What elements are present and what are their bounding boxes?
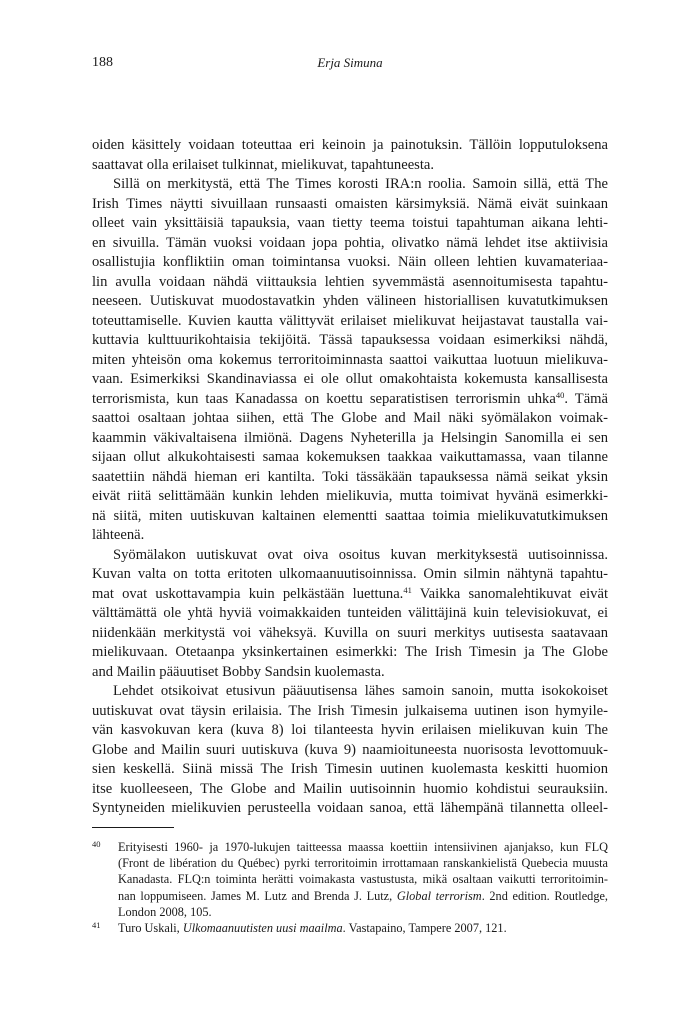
text-line: and Mailin pääuutiset Bobby Sandsin kuolemasta.	[92, 663, 385, 680]
text-line: itse kuolleeseen, The Globe and Mailin uutisoinnin huomio kohdistui seurauksiin.	[92, 780, 608, 797]
footnote-40	[92, 839, 608, 920]
text-line: miten yhteisön oma kokemus terroritoiminnasta saattoi vaikuttaa luotuun mielikuva-	[92, 351, 608, 368]
running-head: Erja Simuna	[317, 55, 383, 70]
footnote-ref-41[interactable]: 41	[403, 584, 412, 595]
text-segment: mat ovat uskottavampia kuin pelkästään luettuna.	[92, 585, 404, 602]
footnote-line: Kanadasta. FLQ:n toiminta herätti voimakasta vastustusta, mikä osaltaan vaikutti terroritoimin-	[118, 872, 608, 887]
text-line: olleet vain yksittäisiä tapauksia, vaan tietty teema toistui tapahtuman aikana lehti-	[92, 215, 608, 231]
text-line: sien keskellä. Siinä missä The Irish Timesin uutinen kuolemasta keskitti huomion	[92, 761, 608, 777]
text-segment: . 2nd edition. Routledge,	[481, 888, 609, 903]
text-line: kuttavia kulttuurikohtaisia tekijöitä. Tässä tapauksessa voidaan esimerkiksi nähdä,	[92, 332, 608, 348]
text-line: saattoi osaltaan johtaa siihen, että The Globe and Mail näki syömälakon voimak-	[92, 410, 608, 426]
book-title: Ulkomaanuutisten uusi maailma	[182, 920, 343, 935]
footnote-line	[118, 888, 608, 904]
text-line: välttämättä ole yhtä hyviä voimakkaiden tunteiden välittäjinä kuin televisiokuvat, ei	[92, 605, 608, 621]
text-line: saatettiin nähdä hieman eri kantilta. Toki tässäkään tapauksessa nämä seikat yksin	[92, 468, 608, 485]
text-line: nä siitä, miten uutiskuvan kaltainen elementti saattaa toimia mielikuvatutkimuksen	[92, 507, 608, 524]
text-line: Irish Times näytti sivuillaan runsaasti omaisten kärsimyksiä. Nämä eivät suinkaan	[92, 195, 608, 212]
text-line: mielikuvaan. Otetaanpa yksinkertainen esimerkki: The Irish Timesin ja The Globe	[92, 644, 608, 660]
text-line: neeseen. Uutiskuvat muodostavatkin yhden välineen historiallisen kuvatutkimuksen	[92, 293, 608, 309]
page-number: 188	[92, 55, 113, 70]
text-line: kaammin väkivaltaisena ilmiönä. Dagens Nyheterilla ja Helsingin Sanomilla ei sen	[92, 429, 608, 446]
text-line: sijaan ollut alkukohtaisesti samaa kokemuksen taakkaa vaikuttamassa, vaan tilanne	[92, 449, 608, 465]
text-line	[92, 585, 608, 605]
footnote-line: London 2008, 105.	[118, 904, 212, 919]
text-line: saattavat olla erilaiset tulkinnat, mielikuvat, tapahtuneesta.	[92, 156, 435, 173]
text-segment: Turo Uskali,	[118, 920, 183, 935]
footnote-line	[118, 920, 608, 936]
text-line: lin avulla voidaan nähdä viittauksia lehtien syvemmästä asennoitumisesta tapahtu-	[92, 273, 608, 290]
body-text	[92, 136, 608, 819]
text-line: vän kasvokuvan kera (kuva 8) loi tilanteesta hyvin erilaisen mielikuvan kuin The	[92, 722, 608, 738]
text-segment: Vaikka sanomalehtikuvat eivät	[411, 585, 608, 602]
text-line: niidenkään merkitystä voi väheksyä. Kuvilla on suuri merkitys uutisesta saatavaan	[92, 624, 608, 641]
footnote-number: 40	[92, 839, 101, 849]
text-line: eivät riitä selittämään kunkin lehden mielikuvia, mutta toimivat hyvänä esimerkki-	[92, 488, 608, 504]
footnotes	[92, 839, 608, 936]
book-title: Global terrorism	[396, 888, 482, 903]
text-line	[92, 390, 608, 410]
footnote-ref-40[interactable]: 40	[555, 389, 565, 400]
text-line: Syömälakon uutiskuvat ovat oiva osoitus kuvan merkityksestä uutisoinnissa.	[113, 546, 608, 563]
text-line: vaan. Esimerkiksi Skandinaviassa ei ole ollut omakohtaista kokemusta kansallisesta	[92, 371, 608, 387]
footnote-line: (Front de libération du Québec) pyrki terroritoimin irrottamaan ranskankielistä Quebecia muusta	[118, 856, 608, 871]
text-segment: . Tämä	[564, 390, 608, 407]
text-segment: nan loppumiseen. James M. Lutz and Brenda J. Lutz,	[118, 888, 397, 903]
text-line: oiden käsittely voidaan toteuttaa eri keinoin ja painotuksin. Tällöin lopputuloksena	[92, 137, 608, 153]
text-line: Sillä on merkitystä, että The Times korosti IRA:n roolia. Samoin sillä, että The	[113, 176, 608, 192]
footnote-number: 41	[92, 919, 101, 930]
footnote-line: Erityisesti 1960- ja 1970-lukujen taitteessa maassa koettiin intensiivinen ajanjakso, kun FLQ	[118, 840, 608, 854]
text-segment: terrorismista, kun taas Kanadassa on koettu separatistisen terrorismin uhka	[92, 390, 556, 407]
text-line: osallistujia konfliktiin oman toimintansa vuoksi. Näin olleen lehtien kuvamateriaa-	[92, 254, 608, 270]
footnote-41	[92, 920, 608, 936]
page-header	[92, 55, 608, 75]
text-line: en sivuilla. Tämän vuoksi voidaan jopa pohtia, olivatko nämä lehdet itse aktiivisia	[92, 234, 608, 251]
footnote-divider	[92, 827, 174, 828]
text-line: lähteenä.	[92, 527, 145, 543]
text-line: uutiskuvat ovat täysin erilaisia. The Irish Timesin julkaisema uutinen ison hymyile-	[92, 702, 608, 719]
text-line: Syntyneiden mielikuvien perusteella voidaan sanoa, että lähempänä tilannetta olleel-	[92, 800, 608, 816]
text-line: Globe and Mailin suuri uutiskuva (kuva 9) naamioituneesta nuorisosta levottomuuk-	[92, 741, 608, 758]
text-line: toteuttamiselle. Kuvien kautta välittyvät erilaiset mielikuvat heijastavat taustalla vai-	[92, 312, 608, 329]
text-segment: . Vastapaino, Tampere 2007, 121.	[342, 920, 507, 935]
text-line: Lehdet otsikoivat etusivun pääuutisensa lähes samoin sanoin, mutta isokokoiset	[113, 683, 608, 699]
text-line: Kuvan valta on totta eritoten ulkomaanuutisoinnissa. Omin silmin nähtynä tapahtu-	[92, 566, 608, 582]
